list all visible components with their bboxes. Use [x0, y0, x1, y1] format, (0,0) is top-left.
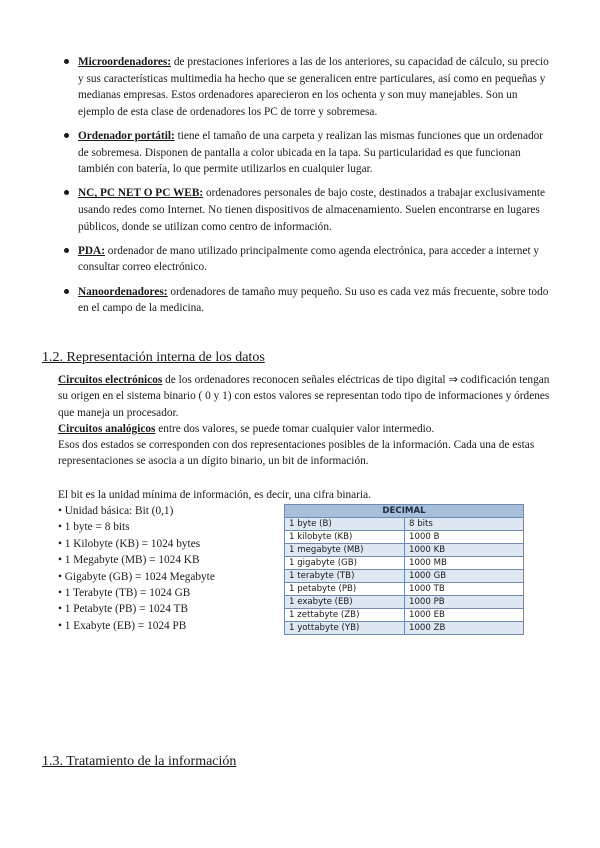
list-item: • Gigabyte (GB) = 1024 Megabyte	[58, 570, 215, 583]
bullet-icon	[64, 59, 69, 64]
list-item: • Unidad básica: Bit (0,1)	[58, 505, 174, 517]
list-item	[64, 54, 550, 120]
paragraph-analog-circuits	[58, 421, 550, 437]
table-row	[285, 622, 524, 635]
table-row	[285, 570, 524, 583]
paragraph-digital-circuits	[58, 372, 550, 421]
bullet-icon	[64, 248, 69, 253]
decimal-units-table	[284, 504, 524, 635]
table-cell: 1 exabyte (EB)	[285, 596, 405, 609]
term-description: tiene el tamaño de una carpeta y realizan las mismas funciones que un ordenador de sobremesa. Disponen de pantalla a color ubicada en la tapa. Su particularidad es que funcionan también con batería, lo que permite utilizarlos en cualquier lugar.	[78, 129, 544, 176]
term-description: ordenadores de tamaño muy pequeño. Su uso es cada vez más frecuente, sobre todo en el campo de la medicina.	[78, 285, 549, 315]
bullet-icon	[64, 133, 69, 138]
table-cell: 1000 KB	[405, 544, 524, 557]
term-description: de prestaciones inferiores a las de los anteriores, su capacidad de cálculo, su precio y sus características multimedia ha hecho que se generalicen entre particulares, así como en pequeñas y medianas empresas. Estos ordenadores aparecieron en los ochenta y son muy manejables. Son un ejemplo de esta clase de ordenadores los PC de torre y sobremesa.	[78, 56, 549, 118]
table-cell: 8 bits	[405, 518, 524, 531]
table-row	[285, 583, 524, 596]
list-item: • 1 Kilobyte (KB) = 1024 bytes	[58, 537, 201, 550]
list-item	[64, 128, 550, 178]
table-row	[285, 531, 524, 544]
term-description: ordenadores personales de bajo coste, destinados a trabajar exclusivamente usando redes como Internet. No tienen dispositivos de almacenamiento. Suelen encontrarse en lugares públicos, donde se utilizan como centro de información.	[78, 187, 546, 233]
list-item	[64, 185, 550, 235]
table-cell: 1 zettabyte (ZB)	[285, 609, 405, 622]
list-item: • 1 Exabyte (EB) = 1024 PB	[58, 619, 187, 632]
list-item: • 1 Petabyte (PB) = 1024 TB	[58, 603, 188, 616]
table-cell: 1 megabyte (MB)	[285, 544, 405, 557]
table-cell: 1 gigabyte (GB)	[285, 557, 405, 570]
term-description: ordenador de mano utilizado principalmente como agenda electrónica, para acceder a internet y consultar correo electrónico.	[78, 244, 540, 274]
term-label: Circuitos electrónicos	[58, 374, 163, 386]
bullet-icon	[64, 190, 69, 195]
table-cell: 1000 B	[405, 531, 524, 544]
table-cell: 1 petabyte (PB)	[285, 583, 405, 596]
table-cell: 1 byte (B)	[285, 518, 405, 531]
bullet-icon	[64, 289, 69, 294]
paragraph-text: de los ordenadores reconocen señales eléctricas de tipo digital ⇒ codificación tengan su origen en el sistema binario ( 0 y 1) con estos valores se representan todo tipo de informaciones y órdenes que maneja un procesador.	[58, 374, 550, 419]
table-cell: 1000 EB	[405, 609, 524, 622]
table-row	[285, 557, 524, 570]
section-heading-processing: 1.3. Tratamiento de la información	[42, 754, 237, 769]
paragraph-binary-states: Esos dos estados se corresponden con dos representaciones posibles de la información. Cada una de estas representaciones se asocia a un dígito binario, un bit de información.	[58, 439, 535, 468]
term-label: NC, PC NET O PC WEB:	[78, 187, 204, 200]
table-cell: 1000 MB	[405, 557, 524, 570]
table-row	[285, 596, 524, 609]
table-cell: 1 yottabyte (YB)	[285, 622, 405, 635]
term-label: PDA:	[78, 244, 105, 257]
table-cell: 1 kilobyte (KB)	[285, 531, 405, 544]
list-item: • 1 Terabyte (TB) = 1024 GB	[58, 587, 191, 600]
table-row	[285, 609, 524, 622]
list-item: • 1 Megabyte (MB) = 1024 KB	[58, 554, 200, 567]
list-item	[64, 284, 550, 317]
table-cell: 1000 ZB	[405, 622, 524, 635]
table-header: DECIMAL	[285, 505, 524, 518]
table-row	[285, 544, 524, 557]
section-heading-representation: 1.2. Representación interna de los datos	[42, 350, 265, 365]
computer-types-list	[64, 54, 550, 324]
units-list	[58, 503, 215, 634]
list-item: • 1 byte = 8 bits	[58, 521, 130, 534]
table-row	[285, 518, 524, 531]
table-cell: 1 terabyte (TB)	[285, 570, 405, 583]
table-cell: 1000 TB	[405, 583, 524, 596]
table-header-row	[285, 505, 524, 518]
term-label: Microordenadores:	[78, 56, 172, 68]
paragraph-text: entre dos valores, se puede tomar cualquier valor intermedio.	[155, 423, 435, 435]
list-item	[64, 243, 550, 276]
table-cell: 1000 PB	[405, 596, 524, 609]
table-cell: 1000 GB	[405, 570, 524, 583]
term-label: Circuitos analógicos	[58, 423, 156, 435]
term-label: Nanoordenadores:	[78, 285, 168, 298]
paragraph-bit-definition: El bit es la unidad mínima de información, es decir, una cifra binaria.	[58, 489, 371, 501]
term-label: Ordenador portátil:	[78, 129, 175, 142]
